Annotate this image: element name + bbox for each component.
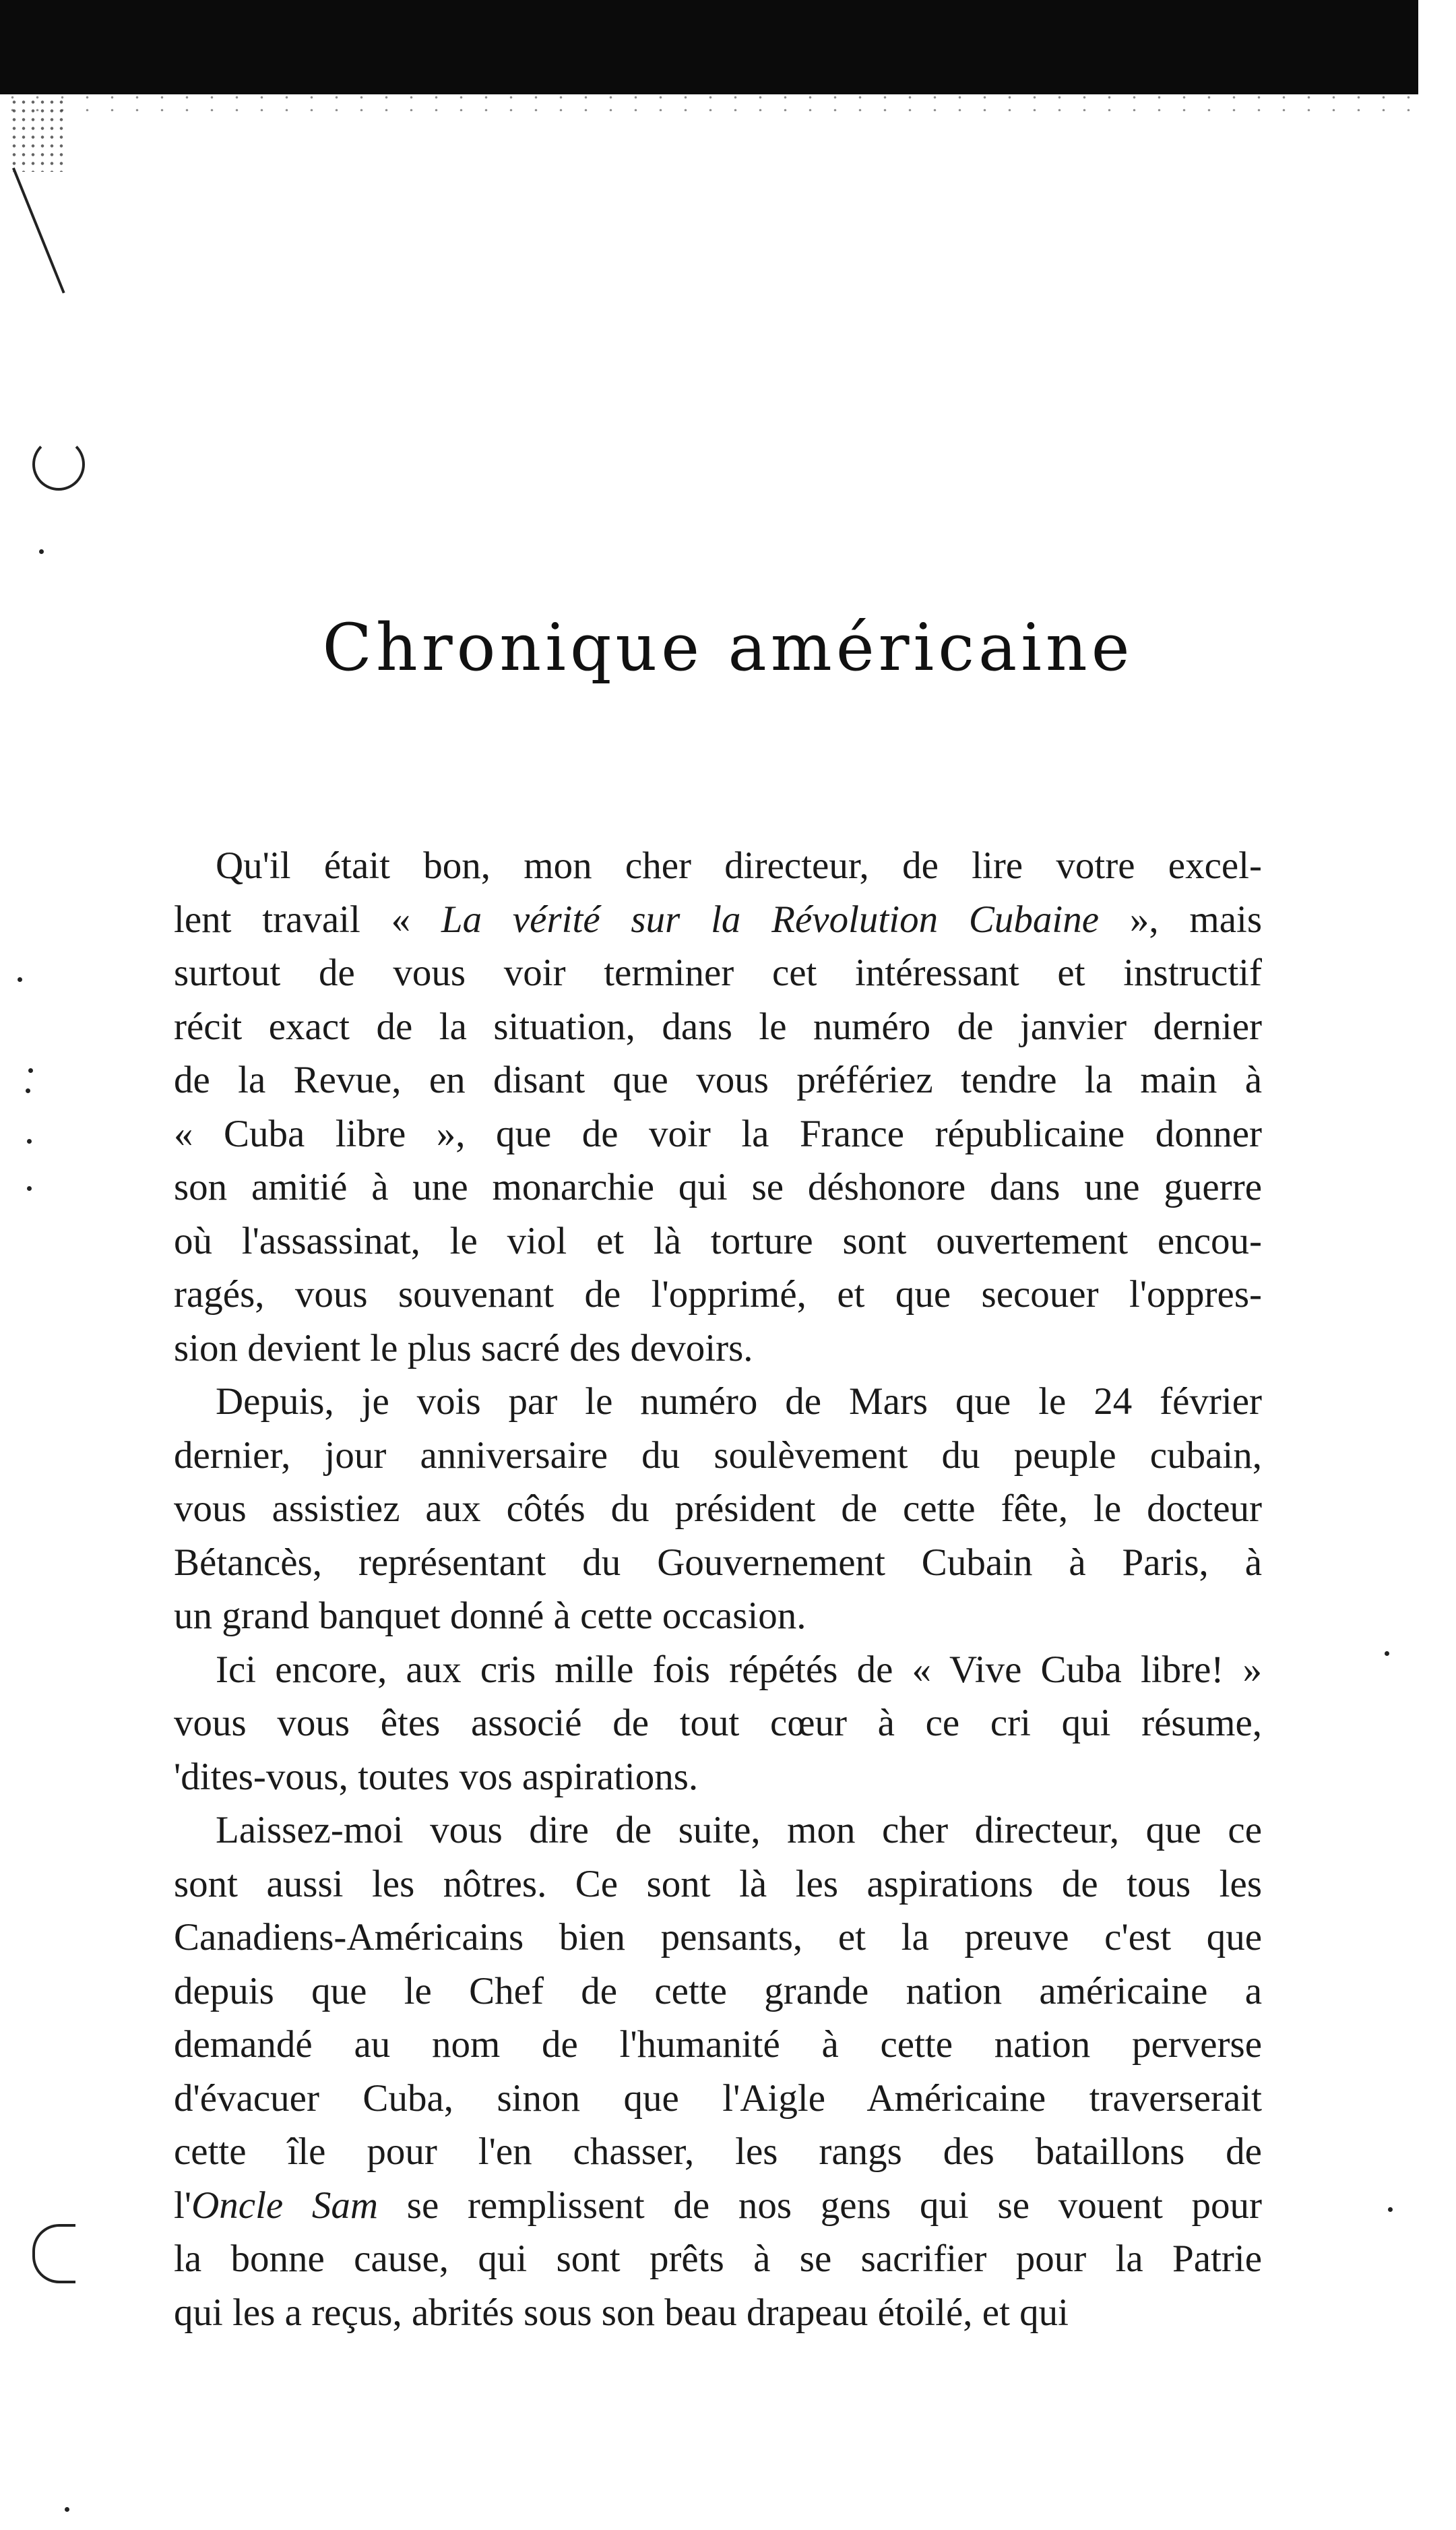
text-span: depuis que le Chef de cette grande nation américaine a [174,1969,1262,2012]
scan-speck [27,1139,32,1144]
text-line [174,1107,1262,1161]
scan-speck [65,2507,69,2512]
scan-corner-noise [9,98,63,172]
text-line [174,1696,1262,1750]
scan-dark-band [0,0,1418,94]
text-span: lent travail « [174,898,441,941]
text-span: demandé au nom de l'humanité à cette nation perverse [174,2023,1262,2066]
chapter-title: Chronique américaine [322,610,1134,685]
text-line [174,1268,1262,1322]
scan-speck [1388,2207,1393,2212]
text-line [174,946,1262,1000]
text-span: ragés, vous souvenant de l'opprimé, et que secouer l'oppres- [174,1273,1262,1316]
text-span: surtout de vous voir terminer cet intéressant et instructif [174,952,1262,994]
text-line [174,1161,1262,1214]
paragraph [174,1643,1262,1804]
text-line [174,2286,1262,2340]
text-span: la bonne cause, qui sont prêts à se sacrifier pour la Patrie [174,2238,1262,2280]
text-span: vous vous êtes associé de tout cœur à ce cri qui résume, [174,1702,1262,1744]
text-span: « Cuba libre », que de voir la France républicaine donner [174,1112,1262,1155]
text-line [174,1536,1262,1590]
text-span: se remplissent de nos gens qui se vouent pour [378,2184,1262,2227]
text-line [174,1482,1262,1536]
text-line [174,1750,1262,1804]
text-span: Ici encore, aux cris mille fois répétés de « Vive Cuba libre! » [216,1648,1262,1691]
text-span: vous assistiez aux côtés du président de cette fête, le docteur [174,1487,1262,1530]
text-line [174,1589,1262,1643]
text-span: cette île pour l'en chasser, les rangs des bataillons de [174,2130,1262,2173]
text-span: sont aussi les nôtres. Ce sont là les aspirations de tous les [174,1862,1262,1905]
italic-title-span: Oncle Sam [191,2184,379,2227]
text-line [174,1643,1262,1697]
text-line [174,839,1262,893]
scan-noise-dots [0,91,1418,111]
text-line [174,1053,1262,1107]
text-span: Laissez-moi vous dire de suite, mon cher directeur, que ce [216,1809,1262,1851]
text-span: dernier, jour anniversaire du soulèvement du peuple cubain, [174,1433,1262,1477]
scan-speck [18,977,22,982]
text-span: l' [174,2184,192,2227]
binding-hole-mark [32,438,85,491]
text-span: récit exact de la situation, dans le numéro de janvier dernier [174,1005,1262,1048]
scan-speck [28,1068,33,1073]
text-span: Qu'il était bon, mon cher directeur, de lire votre excel- [216,844,1262,887]
text-span: qui les a reçus, abrités sous son beau drapeau étoilé, et qui [174,2291,1069,2334]
text-line [174,1803,1262,1857]
text-line [174,2232,1262,2286]
paragraph [174,1803,1262,2339]
text-span: Bétancès, représentant du Gouvernement Cubain à Paris, à [174,1541,1262,1584]
text-span: », mais [1099,898,1262,941]
text-line [174,2072,1262,2126]
text-line [174,893,1262,947]
text-line [174,1429,1262,1483]
text-line [174,2125,1262,2179]
text-line [174,2179,1262,2233]
paragraph [174,839,1262,1375]
text-span: de la Revue, en disant que vous préfériez tendre la main à [174,1059,1262,1101]
binding-hole-mark-lower [32,2224,75,2283]
italic-title-span: La vérité sur la Révolution Cubaine [441,898,1100,941]
text-line [174,1857,1262,1911]
scan-speck [26,1088,30,1093]
text-line [174,1214,1262,1268]
text-span: un grand banquet donné à cette occasion. [174,1595,806,1637]
scan-edge-stroke [12,168,65,294]
text-span: d'évacuer Cuba, sinon que l'Aigle Américaine traverserait [174,2076,1262,2120]
text-line [174,1000,1262,1054]
text-span: 'dites-vous, toutes vos aspirations. [174,1755,699,1798]
text-span: son amitié à une monarchie qui se déshonore dans une guerre [174,1166,1262,1208]
text-line [174,1965,1262,2018]
text-line [174,1375,1262,1429]
scan-speck [39,549,44,554]
paragraph [174,1375,1262,1643]
scan-speck [27,1186,32,1191]
text-span: Canadiens-Américains bien pensants, et la preuve c'est que [174,1916,1262,1958]
text-line [174,2018,1262,2072]
text-span: Depuis, je vois par le numéro de Mars que le 24 février [216,1380,1262,1423]
text-line [174,1322,1262,1376]
text-span: où l'assassinat, le viol et là torture sont ouvertement encou- [174,1219,1262,1262]
article-body [174,839,1262,2339]
text-span: sion devient le plus sacré des devoirs. [174,1326,753,1369]
text-line [174,1911,1262,1965]
scan-speck [1385,1651,1389,1656]
